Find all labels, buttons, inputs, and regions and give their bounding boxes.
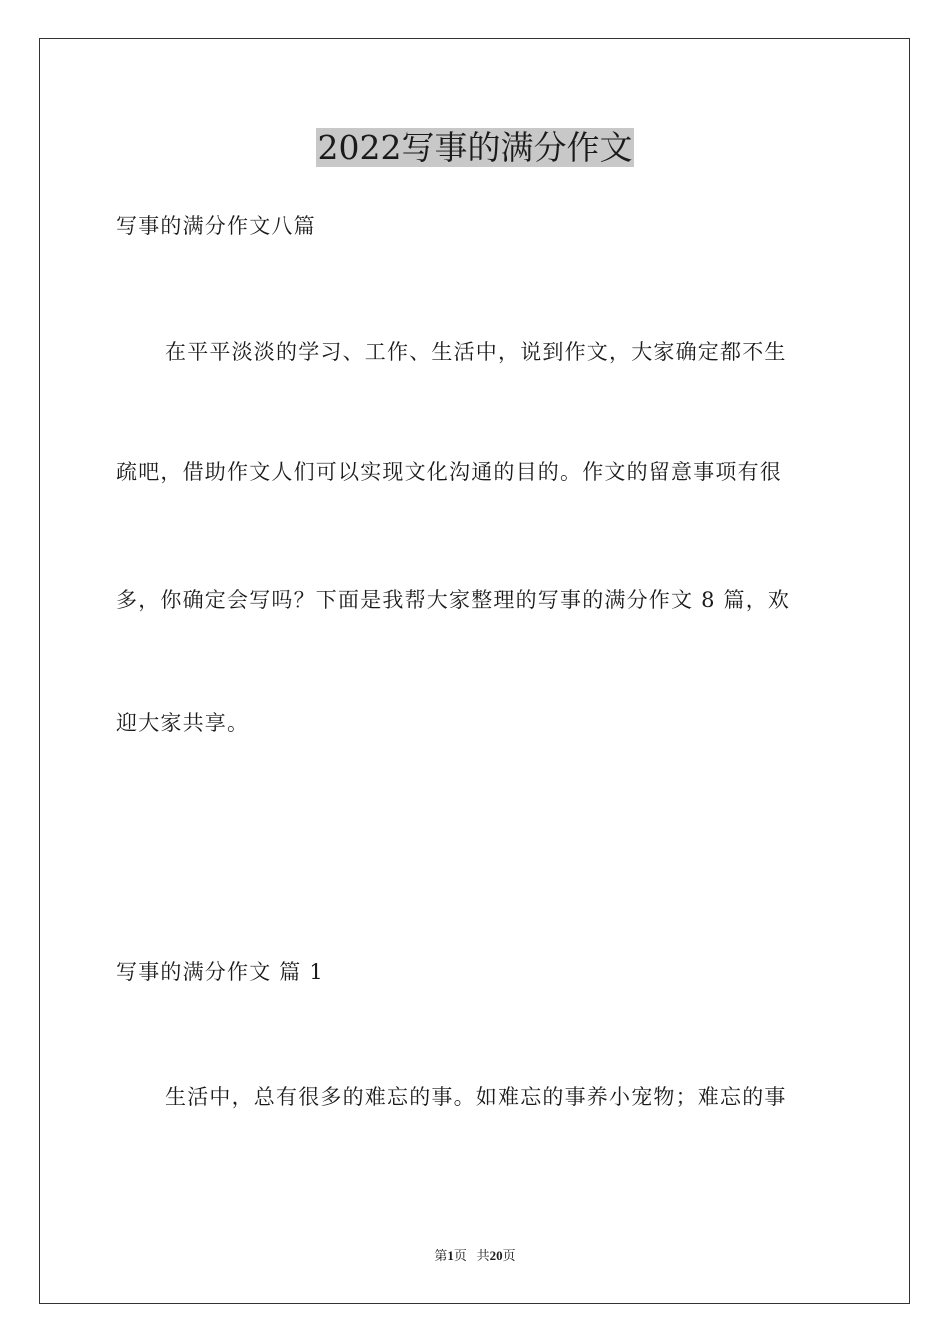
footer-total-pages: 20 [489, 1248, 503, 1263]
intro-line-2: 疏吧，借助作文人们可以实现文化沟通的目的。作文的留意事项有很 [116, 460, 782, 484]
footer-total-suffix: 页 [502, 1248, 516, 1263]
document-title-text: 2022写事的满分作文 [317, 128, 633, 167]
footer-page-suffix: 页 [453, 1248, 467, 1263]
footer-total-prefix: 共 [476, 1248, 490, 1263]
body-line-1: 生活中，总有很多的难忘的事。如难忘的事养小宠物；难忘的事 [165, 1085, 787, 1109]
footer-page-number: 1 [447, 1248, 454, 1263]
intro-line-4: 迎大家共享。 [116, 711, 250, 735]
section-heading: 写事的满分作文 篇 1 [116, 960, 324, 984]
document-title [0, 126, 950, 170]
intro-line-1: 在平平淡淡的学习、工作、生活中，说到作文，大家确定都不生 [165, 340, 787, 364]
page-footer [0, 1247, 950, 1265]
footer-page-prefix: 第 [434, 1248, 448, 1263]
intro-line-3: 多，你确定会写吗？下面是我帮大家整理的写事的满分作文 8 篇，欢 [116, 588, 791, 612]
document-subtitle: 写事的满分作文八篇 [116, 214, 316, 238]
